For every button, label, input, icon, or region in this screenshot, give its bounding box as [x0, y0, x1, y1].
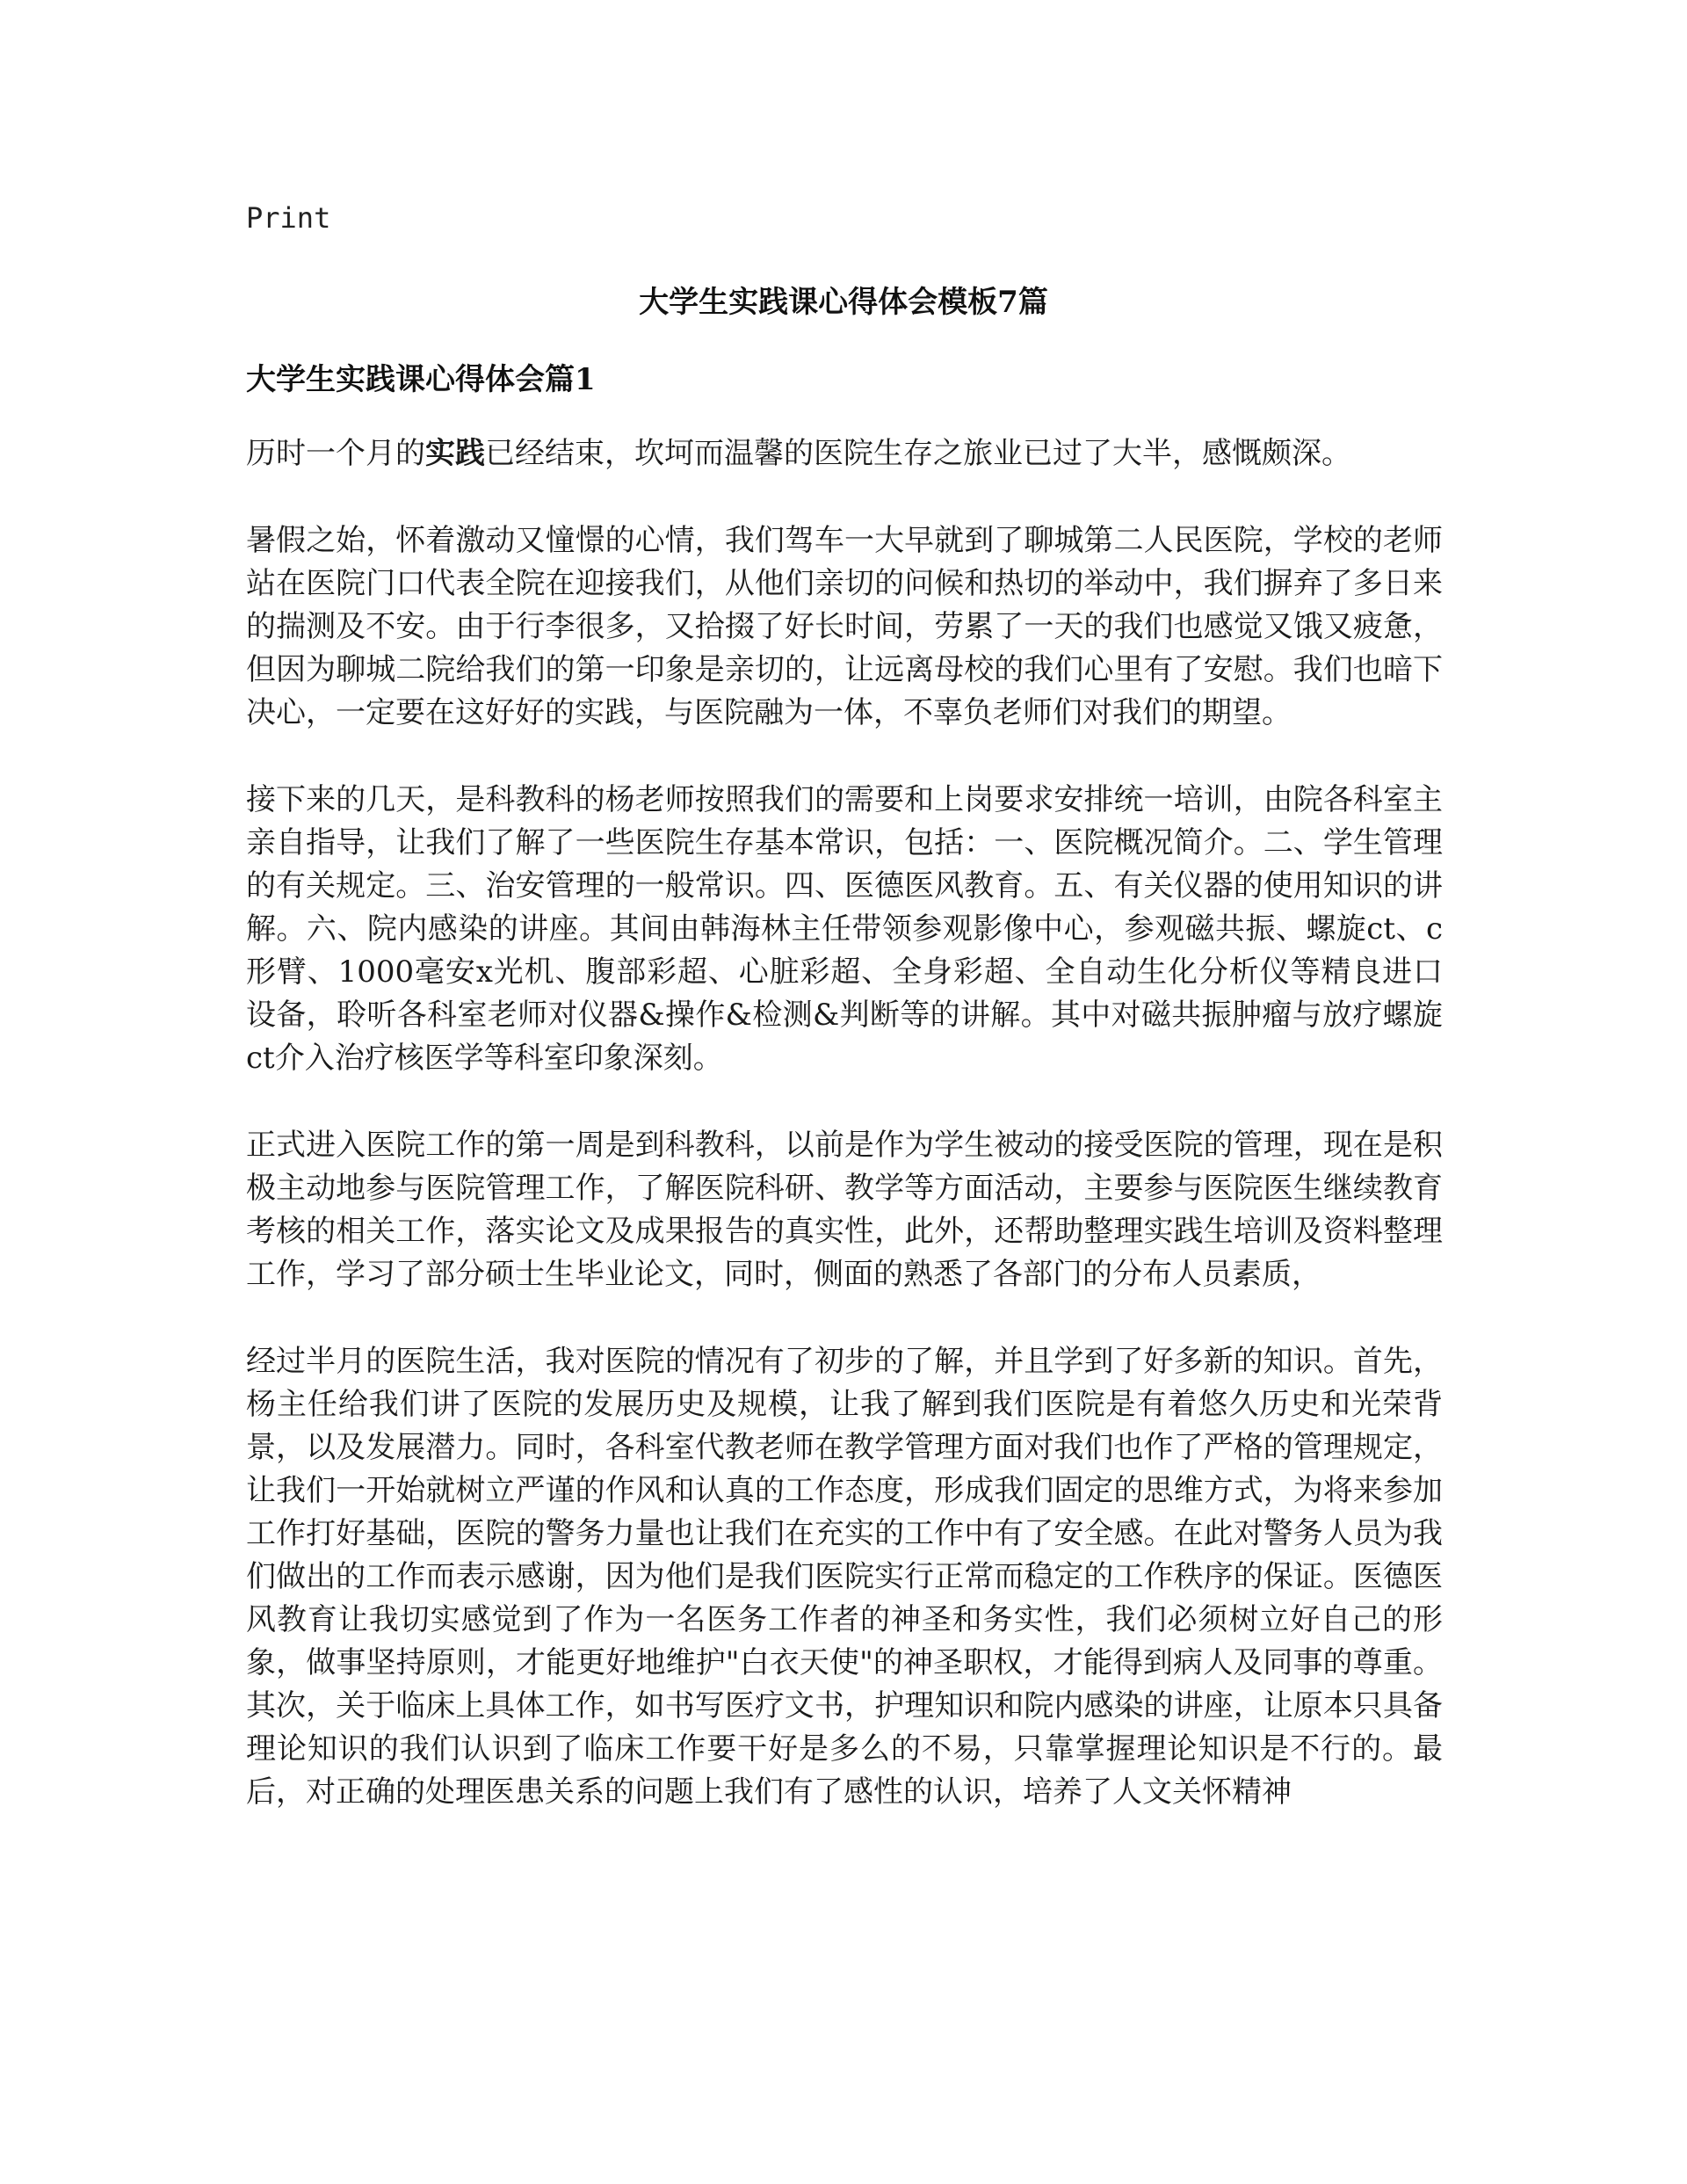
section-heading: 大学生实践课心得体会篇1	[246, 362, 596, 397]
paragraph-1-lead: 历时一个月的	[246, 436, 425, 471]
paragraph-2: 暑假之始，怀着激动又憧憬的心情，我们驾车一大早就到了聊城第二人民医院，学校的老师站在医院门口代表全院在迎接我们，从他们亲切的问候和热切的举动中，我们摒弃了多日来的揣测及不安。由于行李很多，又拾掇了好长时间，劳累了一天的我们也感觉又饿又疲惫，但因为聊城二院给我们的第一印象是亲切的，让远离母校的我们心里有了安慰。我们也暗下决心，一定要在这好好的实践，与医院融为一体，不辜负老师们对我们的期望。	[246, 523, 1443, 730]
paragraph-1-rest: 已经结束，坎坷而温馨的医院生存之旅业已过了大半，感慨颇深。	[485, 436, 1351, 471]
paragraph-1-emphasis: 实践	[425, 436, 485, 471]
paragraph-1	[246, 432, 1443, 475]
document-title: 大学生实践课心得体会模板7篇	[639, 285, 1048, 320]
paragraph-4: 正式进入医院工作的第一周是到科教科，以前是作为学生被动的接受医院的管理，现在是积极主动地参与医院管理工作，了解医院科研、教学等方面活动，主要参与医院医生继续教育考核的相关工作，落实论文及成果报告的真实性，此外，还帮助整理实践生培训及资料整理工作，学习了部分硕士生毕业论文，同时，侧面的熟悉了各部门的分布人员素质，	[246, 1128, 1443, 1292]
print-label: Print	[246, 201, 331, 235]
paragraph-3: 接下来的几天，是科教科的杨老师按照我们的需要和上岗要求安排统一培训，由院各科室主亲自指导，让我们了解了一些医院生存基本常识，包括：一、医院概况简介。二、学生管理的有关规定。三、治安管理的一般常识。四、医德医风教育。五、有关仪器的使用知识的讲解。六、院内感染的讲座。其间由韩海林主任带领参观影像中心，参观磁共振、螺旋ct、c形臂、1000毫安x光机、腹部彩超、心脏彩超、全身彩超、全自动生化分析仪等精良进口设备，聆听各科室老师对仪器&操作&检测&判断等的讲解。其中对磁共振肿瘤与放疗螺旋ct介入治疗核医学等科室印象深刻。	[246, 782, 1443, 1076]
document-body	[246, 432, 1443, 1858]
paragraph-5: 经过半月的医院生活，我对医院的情况有了初步的了解，并且学到了好多新的知识。首先，杨主任给我们讲了医院的发展历史及规模，让我了解到我们医院是有着悠久历史和光荣背景，以及发展潜力。同时，各科室代教老师在教学管理方面对我们也作了严格的管理规定，让我们一开始就树立严谨的作风和认真的工作态度，形成我们固定的思维方式，为将来参加工作打好基础，医院的警务力量也让我们在充实的工作中有了安全感。在此对警务人员为我们做出的工作而表示感谢，因为他们是我们医院实行正常而稳定的工作秩序的保证。医德医风教育让我切实感觉到了作为一名医务工作者的神圣和务实性，我们必须树立好自己的形象，做事坚持原则，才能更好地维护"白衣天使"的神圣职权，才能得到病人及同事的尊重。其次，关于临床上具体工作，如书写医疗文书，护理知识和院内感染的讲座，让原本只具备理论知识的我们认识到了临床工作要干好是多么的不易，只靠掌握理论知识是不行的。最后，对正确的处理医患关系的问题上我们有了感性的认识，培养了人文关怀精神	[246, 1344, 1443, 1810]
